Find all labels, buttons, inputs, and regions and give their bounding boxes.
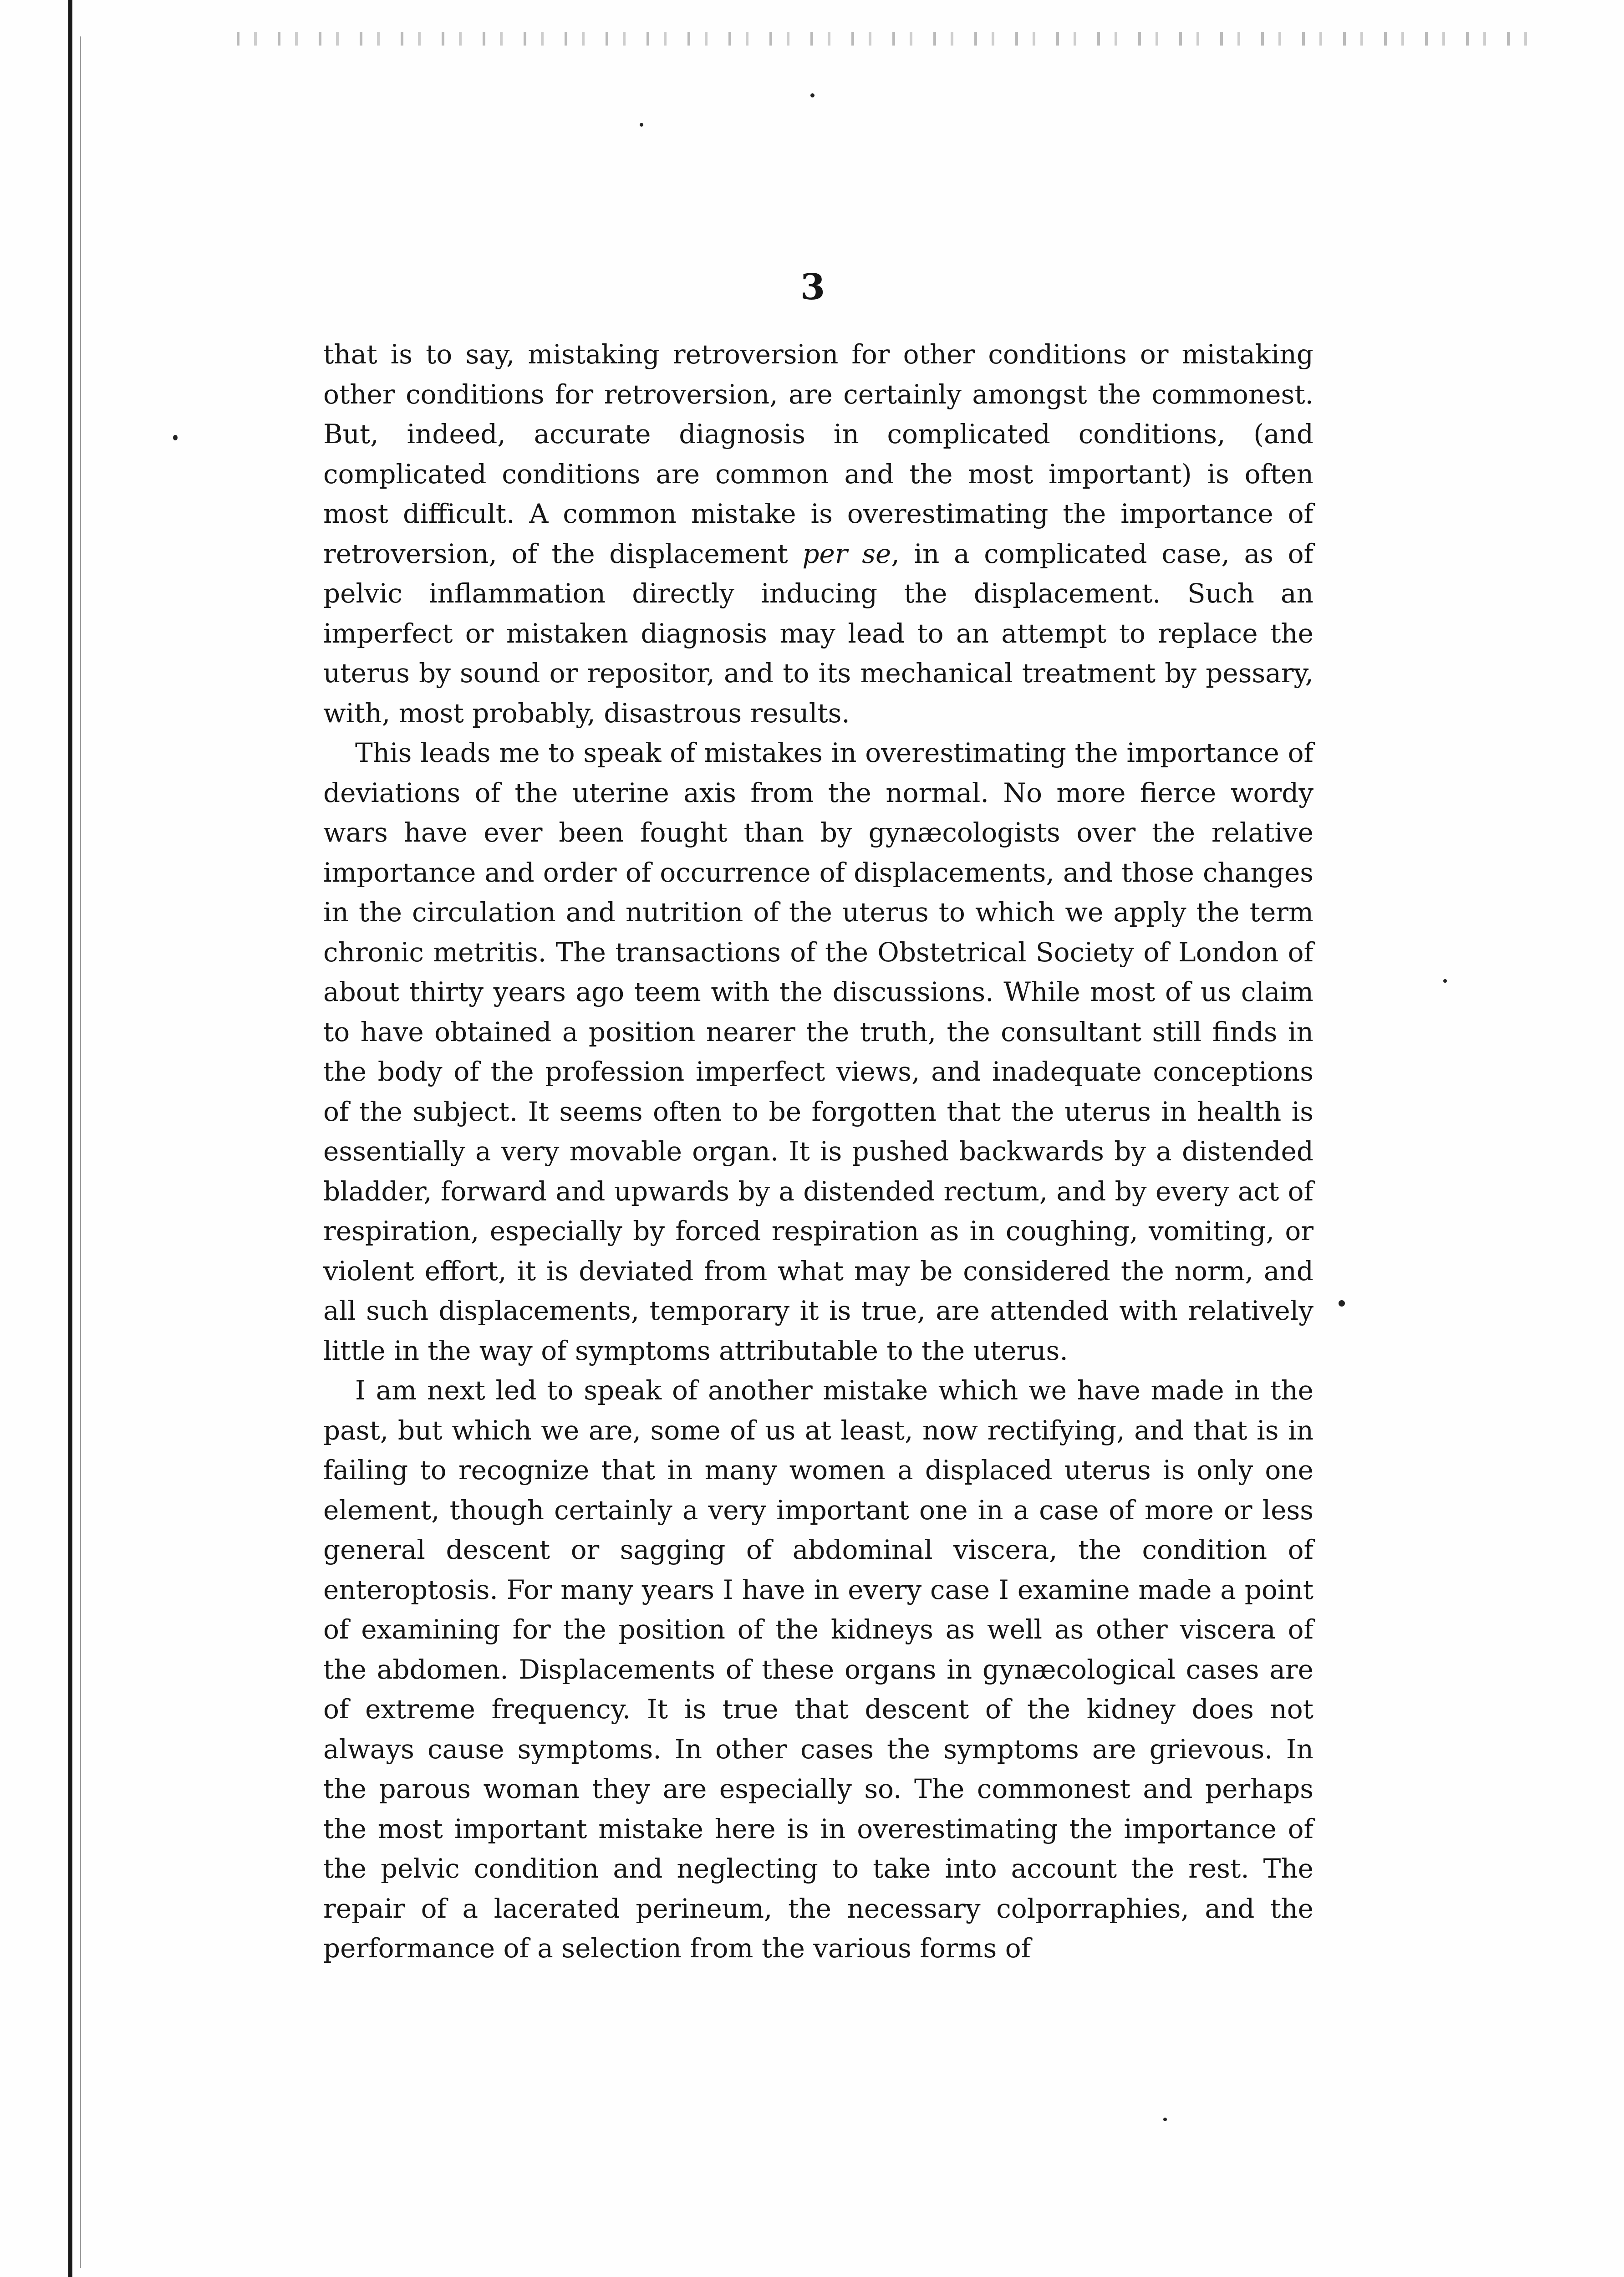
binding-edge-shadow <box>68 0 72 2277</box>
paragraph-1-text-b: , in a complicated case, as of pelvic inflammation directly inducing the displacement. Such an imperfect or mistaken diagnosis may lead to an attempt to replace the uterus by sound or repositor, and to its mechanical treatment by pessary, with, most probably, disastrous results. <box>323 538 1313 729</box>
scan-speck <box>1443 979 1447 983</box>
page-number: 3 <box>800 266 825 308</box>
body-text <box>323 335 1313 1969</box>
paragraph-3 <box>323 1371 1313 1969</box>
scan-speck <box>810 93 815 97</box>
scan-noise-top <box>237 32 1548 46</box>
paragraph-3-text: I am next led to speak of another mistake which we have made in the past, but which we are, some of us at least, now rectifying, and that is in failing to recognize that in many women a displaced uterus is only one element, though certainly a very important one in a case of more or less general descent or sagging of abdominal viscera, the condition of enteroptosis. For many years I have in every case I examine made a point of examining for the position of the kidneys as well as other viscera of the abdomen. Displacements of these organs in gynæcological cases are of extreme frequency. It is true that descent of the kidney does not always cause symptoms. In other cases the symptoms are grievous. In the parous woman they are especially so. The commonest and perhaps the most important mistake here is in overestimating the importance of the pelvic condition and neglecting to take into account the rest. The repair of a lacerated perineum, the necessary colporraphies, and the performance of a selection from the various forms of <box>323 1375 1313 1964</box>
binding-edge-line <box>80 36 81 2268</box>
scan-speck <box>1163 2118 1167 2121</box>
paragraph-1 <box>323 335 1313 733</box>
scan-speck <box>640 123 643 127</box>
paragraph-1-italic-per-se: per se <box>802 538 891 569</box>
paragraph-2 <box>323 733 1313 1371</box>
scan-speck <box>1339 1300 1345 1307</box>
paragraph-1-text-a: that is to say, mistaking retroversion for other conditions or mistaking other conditions for retroversion, are certainly amongst the commonest. But, indeed, accurate diagnosis in complicated conditions, (and complicated conditions are common and the most important) is often most difficult. A common mistake is overestimating the importance of retroversion, of the displacement <box>323 339 1313 569</box>
scan-speck <box>173 435 178 440</box>
paragraph-2-text: This leads me to speak of mistakes in overestimating the importance of deviations of the uterine axis from the normal. No more fierce wordy wars have ever been fought than by gynæcologists over the relative importance and order of occurrence of displacements, and those changes in the circulation and nutrition of the uterus to which we apply the term chronic metritis. The transactions of the Obstetrical Society of London of about thirty years ago teem with the discussions. While most of us claim to have obtained a position nearer the truth, the consultant still finds in the body of the profession imperfect views, and inadequate conceptions of the subject. It seems often to be forgotten that the uterus in health is essentially a very movable organ. It is pushed backwards by a distended bladder, forward and upwards by a distended rectum, and by every act of respiration, especially by forced respiration as in coughing, vomiting, or violent effort, it is deviated from what may be considered the norm, and all such displacements, temporary it is true, are attended with relatively little in the way of symptoms attributable to the uterus. <box>323 737 1313 1366</box>
